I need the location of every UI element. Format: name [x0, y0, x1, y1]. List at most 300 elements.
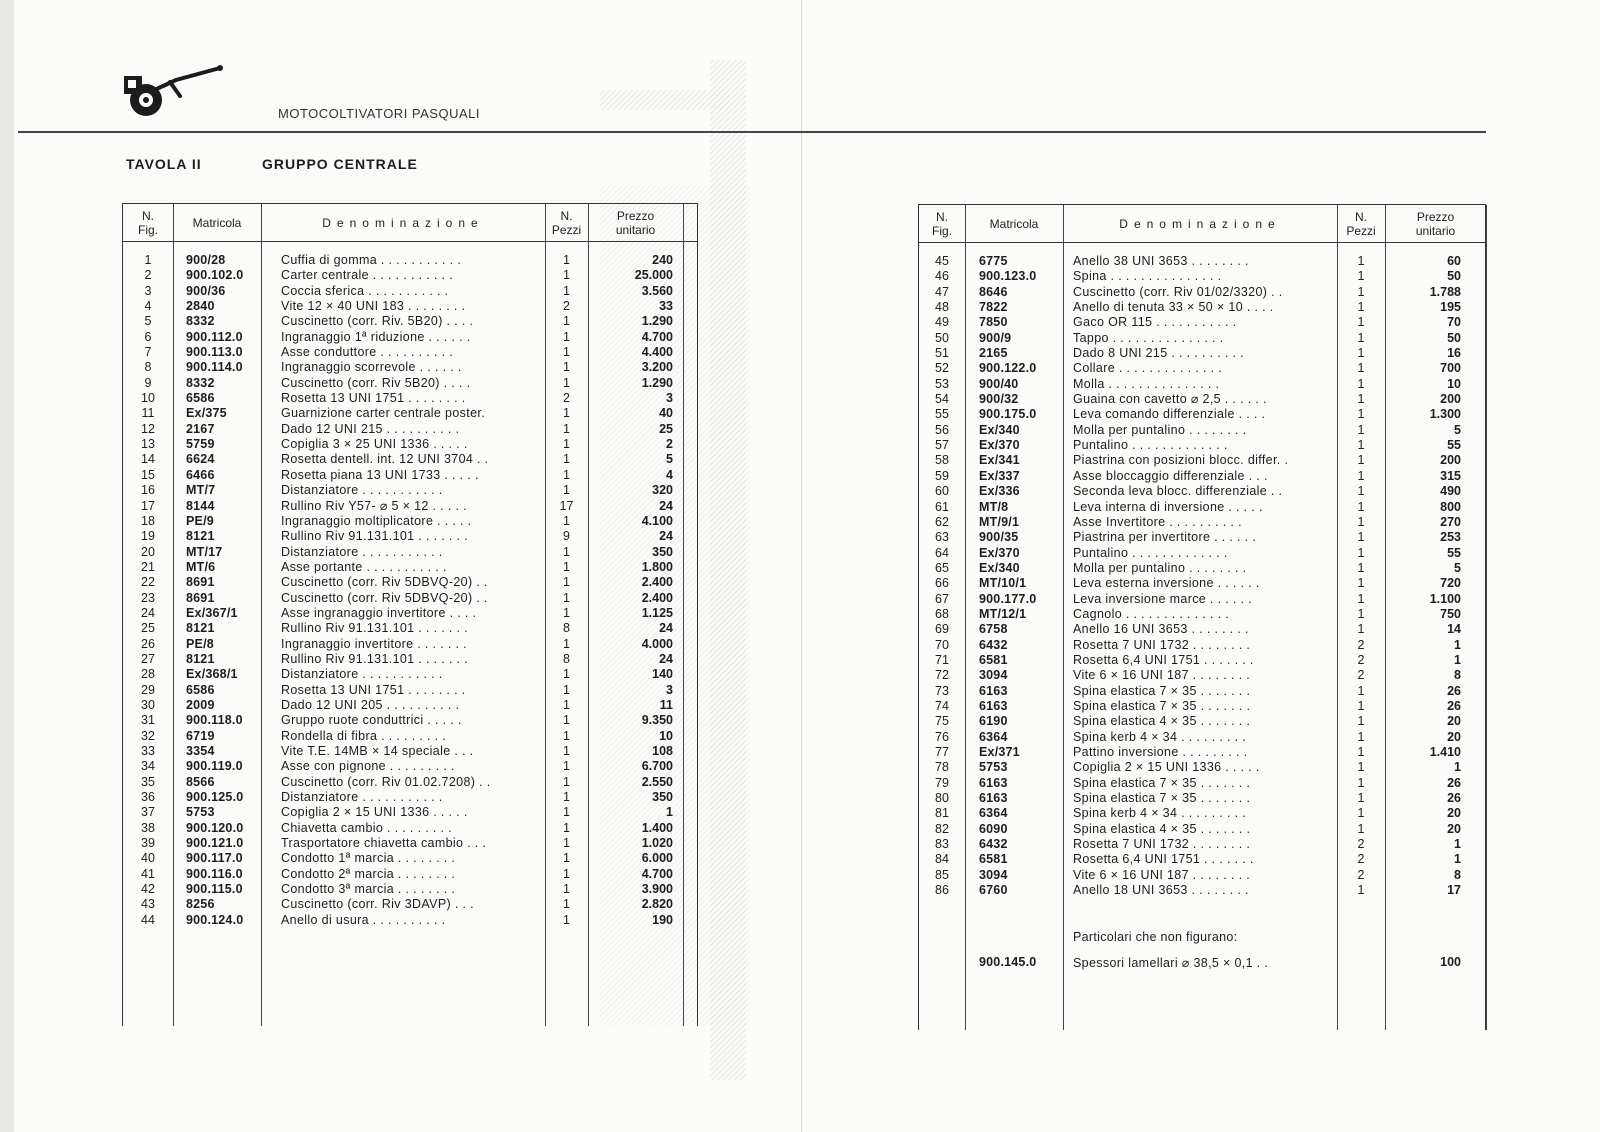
fig-cell: 45 — [935, 254, 949, 268]
denominazione-cell: Spina elastica 7 × 35 . . . . . . . — [1073, 791, 1251, 806]
price-cell: 5 — [666, 452, 673, 467]
price-cell: 24 — [659, 498, 673, 513]
denominazione-cell: Ingranaggio 1ª riduzione . . . . . . — [281, 329, 471, 344]
header-matricola: Matricola — [989, 216, 1039, 231]
fig-cell: 64 — [935, 545, 949, 560]
pezzi-cell: 1 — [1357, 269, 1365, 284]
matricola-cell: Ex/371 — [979, 745, 1020, 759]
pezzi-cell: 1 — [563, 882, 570, 897]
pezzi-cell: 1 — [1357, 330, 1365, 345]
denominazione-cell: Cuffia di gomma . . . . . . . . . . . — [281, 253, 462, 267]
pezzi-cell: 1 — [1357, 499, 1365, 514]
price-cell: 9.350 — [641, 713, 673, 728]
fig-cell: 15 — [141, 467, 155, 482]
table-row — [919, 285, 1485, 300]
table-row — [123, 851, 697, 866]
pezzi-cell: 1 — [1357, 254, 1365, 268]
matricola-cell: 6364 — [979, 729, 1008, 744]
fig-cell: 53 — [935, 376, 949, 391]
matricola-cell: 6586 — [186, 682, 215, 697]
pezzi-cell: 1 — [1357, 698, 1365, 713]
price-cell: 50 — [1447, 330, 1461, 345]
table-row — [919, 806, 1485, 821]
price-cell: 25 — [659, 421, 673, 436]
fig-cell: 57 — [935, 438, 949, 453]
price-cell: 8 — [1454, 867, 1461, 882]
price-cell: 10 — [659, 728, 673, 743]
table-row — [123, 268, 697, 283]
price-cell: 4.100 — [641, 513, 673, 528]
price-cell: 2 — [666, 437, 673, 452]
pezzi-cell: 8 — [563, 621, 570, 636]
pezzi-cell: 1 — [1357, 407, 1365, 422]
pezzi-cell: 1 — [1357, 300, 1365, 315]
table-row — [123, 299, 697, 314]
table-row — [919, 300, 1485, 315]
pezzi-cell: 1 — [563, 682, 570, 697]
table-row — [123, 790, 697, 805]
matricola-cell: 900.117.0 — [186, 851, 243, 866]
matricola-cell: 900/36 — [186, 283, 226, 298]
fig-cell: 68 — [935, 606, 949, 621]
table-row — [919, 453, 1485, 468]
header-prezzo: Prezzo unitario — [615, 208, 656, 237]
matricola-cell: 8256 — [186, 897, 215, 912]
table-row — [123, 897, 697, 912]
table-row — [919, 438, 1485, 453]
fig-cell: 67 — [935, 591, 949, 606]
price-cell: 26 — [1447, 775, 1461, 790]
fig-cell: 49 — [935, 315, 949, 330]
price-cell: 1 — [1454, 852, 1461, 867]
denominazione-cell: Rosetta 13 UNI 1751 . . . . . . . . — [281, 682, 466, 697]
fig-cell: 58 — [935, 453, 949, 468]
table-row — [919, 254, 1485, 269]
denominazione-cell: Spina elastica 7 × 35 . . . . . . . — [1073, 683, 1251, 698]
pezzi-cell: 1 — [1357, 315, 1365, 330]
matricola-cell: Ex/370 — [979, 545, 1020, 560]
denominazione-cell: Spessori lamellari ⌀ 38,5 × 0,1 . . — [1073, 956, 1269, 970]
denominazione-cell: Gaco OR 115 . . . . . . . . . . . — [1073, 315, 1237, 330]
matricola-cell: Ex/375 — [186, 406, 227, 421]
fig-cell: 41 — [141, 866, 155, 881]
matricola-cell: MT/17 — [186, 544, 223, 559]
matricola-cell: 900.102.0 — [186, 268, 244, 283]
denominazione-cell: Rullino Riv 91.131.101 . . . . . . . — [281, 651, 468, 666]
matricola-cell: 6163 — [979, 775, 1008, 790]
price-cell: 25.000 — [634, 268, 673, 283]
price-cell: 270 — [1440, 514, 1461, 529]
fig-cell: 33 — [141, 744, 155, 758]
table-row — [123, 606, 697, 621]
denominazione-cell: Condotto 3ª marcia . . . . . . . . — [281, 882, 456, 897]
pezzi-cell: 1 — [563, 590, 570, 605]
denominazione-cell: Rosetta 7 UNI 1732 . . . . . . . . — [1073, 837, 1251, 852]
denominazione-cell: Rosetta 13 UNI 1751 . . . . . . . . — [281, 391, 466, 406]
matricola-cell: 7850 — [979, 315, 1008, 330]
fig-cell: 86 — [935, 883, 949, 898]
matricola-cell: 900.177.0 — [979, 591, 1037, 606]
matricola-cell: 6090 — [979, 821, 1008, 836]
table-row — [919, 392, 1485, 407]
matricola-cell: Ex/367/1 — [186, 605, 238, 620]
matricola-cell: 6190 — [979, 714, 1008, 729]
pezzi-cell: 1 — [1357, 683, 1365, 698]
price-cell: 100 — [1440, 955, 1461, 969]
fig-cell: 76 — [935, 729, 949, 744]
parts-table-left — [122, 203, 698, 1026]
denominazione-cell: Anello 18 UNI 3653 . . . . . . . . — [1073, 883, 1249, 898]
price-cell: 1.290 — [641, 375, 673, 390]
pezzi-cell: 1 — [563, 759, 570, 774]
price-cell: 33 — [659, 299, 673, 314]
matricola-cell: 8566 — [186, 774, 215, 789]
matricola-cell: 900/28 — [186, 253, 226, 267]
table-row — [123, 759, 697, 774]
matricola-cell: 5759 — [186, 437, 215, 452]
table-row — [919, 546, 1485, 561]
matricola-cell: 900.124.0 — [186, 912, 244, 927]
denominazione-cell: Carter centrale . . . . . . . . . . . — [281, 268, 454, 283]
group-title: GRUPPO CENTRALE — [262, 156, 418, 172]
denominazione-cell: Dado 12 UNI 215 . . . . . . . . . . — [281, 421, 460, 436]
fig-cell: 17 — [141, 498, 155, 513]
table-row — [123, 575, 697, 590]
denominazione-cell: Ingranaggio scorrevole . . . . . . — [281, 360, 462, 375]
fig-cell: 51 — [935, 346, 949, 361]
matricola-cell: 3094 — [979, 867, 1008, 882]
fig-cell: 79 — [935, 775, 949, 790]
price-cell: 1.300 — [1429, 407, 1461, 422]
table-row — [919, 745, 1485, 760]
pezzi-cell: 2 — [1357, 637, 1365, 652]
price-cell: 1.788 — [1429, 284, 1461, 299]
matricola-cell: 8332 — [186, 375, 215, 390]
matricola-cell: 900.116.0 — [186, 866, 243, 881]
pezzi-cell: 1 — [563, 851, 570, 866]
matricola-cell: 6775 — [979, 254, 1008, 268]
table-row — [919, 684, 1485, 699]
matricola-cell: Ex/337 — [979, 468, 1020, 483]
matricola-cell: Ex/341 — [979, 453, 1020, 468]
fig-cell: 78 — [935, 760, 949, 775]
plate-number: TAVOLA II — [126, 156, 202, 172]
pezzi-cell: 1 — [563, 483, 570, 498]
denominazione-cell: Vite 12 × 40 UNI 183 . . . . . . . . — [281, 299, 466, 314]
matricola-cell: 6758 — [979, 622, 1008, 637]
table-row — [123, 437, 697, 452]
matricola-cell: 8144 — [186, 498, 215, 513]
denominazione-cell: Distanziatore . . . . . . . . . . . — [281, 544, 443, 559]
table-row — [919, 377, 1485, 392]
price-cell: 11 — [659, 697, 673, 712]
pezzi-cell: 1 — [563, 345, 570, 360]
matricola-cell: 6466 — [186, 467, 215, 482]
fig-cell: 13 — [141, 437, 155, 452]
fig-cell: 25 — [141, 621, 155, 636]
pezzi-cell: 1 — [563, 697, 570, 712]
denominazione-cell: Gruppo ruote conduttrici . . . . . — [281, 713, 462, 728]
table-row — [123, 637, 697, 652]
price-cell: 1.020 — [641, 836, 673, 851]
denominazione-cell: Condotto 1ª marcia . . . . . . . . — [281, 851, 456, 866]
fig-cell: 54 — [935, 392, 949, 407]
table-row — [123, 529, 697, 544]
price-cell: 350 — [652, 544, 673, 559]
price-cell: 50 — [1447, 269, 1461, 284]
fig-cell: 30 — [141, 697, 155, 712]
fig-cell: 72 — [935, 668, 949, 683]
table-row — [919, 561, 1485, 576]
denominazione-cell: Cuscinetto (corr. Riv 5DBVQ-20) . . — [281, 575, 488, 590]
pezzi-cell: 1 — [563, 268, 570, 283]
denominazione-cell: Spina kerb 4 × 34 . . . . . . . . . — [1073, 806, 1247, 821]
table-row — [919, 791, 1485, 806]
matricola-cell: 6581 — [979, 652, 1008, 667]
header-prezzo: Prezzo unitario — [1415, 209, 1456, 238]
pezzi-cell: 8 — [563, 651, 570, 666]
page-spine — [801, 0, 802, 1132]
denominazione-cell: Leva inversione marce . . . . . . — [1073, 591, 1252, 606]
matricola-cell: 900.125.0 — [186, 790, 244, 805]
denominazione-cell: Seconda leva blocc. differenziale . . — [1073, 484, 1283, 499]
denominazione-cell: Rosetta 6,4 UNI 1751 . . . . . . . — [1073, 652, 1254, 667]
denominazione-cell: Cuscinetto (corr. Riv. 5B20) . . . . — [281, 314, 474, 329]
header-pezzi: N. Pezzi — [551, 208, 582, 237]
matricola-cell: MT/7 — [186, 483, 216, 498]
matricola-cell: 8691 — [186, 575, 215, 590]
pezzi-cell: 1 — [563, 575, 570, 590]
price-cell: 4.400 — [641, 345, 673, 360]
table-row — [919, 822, 1485, 837]
denominazione-cell: Chiavetta cambio . . . . . . . . . — [281, 820, 452, 835]
denominazione-cell: Asse con pignone . . . . . . . . . — [281, 759, 455, 774]
matricola-cell: 6432 — [979, 637, 1008, 652]
price-cell: 14 — [1447, 622, 1461, 637]
table-row — [919, 607, 1485, 622]
price-cell: 3.560 — [641, 283, 673, 298]
fig-cell: 14 — [141, 452, 155, 467]
pezzi-cell: 1 — [1357, 545, 1365, 560]
fig-cell: 47 — [935, 284, 949, 299]
fig-cell: 56 — [935, 422, 949, 437]
table-row — [123, 667, 697, 682]
denominazione-cell: Puntalino . . . . . . . . . . . . . — [1073, 438, 1228, 453]
pezzi-cell: 1 — [563, 467, 570, 482]
fig-cell: 39 — [141, 836, 155, 851]
table-row — [123, 483, 697, 498]
price-cell: 700 — [1440, 361, 1461, 376]
matricola-cell: 6364 — [979, 806, 1008, 821]
price-cell: 2.400 — [641, 575, 673, 590]
column-divider — [1486, 205, 1487, 1030]
matricola-cell: PE/8 — [186, 636, 214, 651]
fig-cell: 82 — [935, 821, 949, 836]
pezzi-cell: 1 — [1357, 760, 1365, 775]
pezzi-cell: 1 — [1357, 576, 1365, 591]
denominazione-cell: Rosetta 6,4 UNI 1751 . . . . . . . — [1073, 852, 1254, 867]
matricola-cell: 8121 — [186, 651, 215, 666]
table-row — [123, 652, 697, 667]
pezzi-cell: 2 — [1357, 852, 1365, 867]
header-fig: N. Fig. — [931, 209, 952, 238]
pezzi-cell: 1 — [563, 912, 570, 927]
table-row — [123, 621, 697, 636]
matricola-cell: Ex/336 — [979, 484, 1020, 499]
fig-cell: 35 — [141, 774, 155, 789]
header-pezzi: N. Pezzi — [1346, 209, 1376, 238]
table-row — [919, 760, 1485, 775]
fig-cell: 84 — [935, 852, 949, 867]
matricola-cell: 8332 — [186, 314, 215, 329]
price-cell: 6.000 — [641, 851, 673, 866]
pezzi-cell: 1 — [563, 866, 570, 881]
fig-cell: 34 — [141, 759, 155, 774]
denominazione-cell: Puntalino . . . . . . . . . . . . . — [1073, 545, 1228, 560]
denominazione-cell: Ingranaggio invertitore . . . . . . . — [281, 636, 467, 651]
fig-cell: 60 — [935, 484, 949, 499]
table-row — [919, 361, 1485, 376]
header-underline — [919, 242, 1485, 243]
price-cell: 26 — [1447, 698, 1461, 713]
pezzi-cell: 1 — [563, 421, 570, 436]
price-cell: 315 — [1440, 468, 1461, 483]
pezzi-cell: 1 — [1357, 560, 1365, 575]
price-cell: 20 — [1447, 714, 1461, 729]
denominazione-cell: Copiglia 2 × 15 UNI 1336 . . . . . — [281, 805, 468, 820]
denominazione-cell: Spina elastica 7 × 35 . . . . . . . — [1073, 775, 1251, 790]
fig-cell: 29 — [141, 682, 155, 697]
pezzi-cell: 1 — [1357, 530, 1365, 545]
price-cell: 3 — [666, 682, 673, 697]
table-row — [123, 698, 697, 713]
price-cell: 40 — [659, 406, 673, 421]
price-cell: 55 — [1447, 545, 1461, 560]
price-cell: 320 — [652, 483, 673, 498]
table-row — [123, 744, 697, 759]
table-row — [919, 269, 1485, 284]
matricola-cell: 8691 — [186, 590, 215, 605]
table-row — [919, 484, 1485, 499]
matricola-cell: 8646 — [979, 284, 1008, 299]
price-cell: 20 — [1447, 729, 1461, 744]
price-cell: 1 — [1454, 637, 1461, 652]
pezzi-cell: 2 — [1357, 837, 1365, 852]
denominazione-cell: Ingranaggio moltiplicatore . . . . . — [281, 513, 472, 528]
matricola-cell: 6432 — [979, 837, 1008, 852]
matricola-cell: Ex/340 — [979, 422, 1020, 437]
denominazione-cell: Rosetta piana 13 UNI 1733 . . . . . — [281, 467, 479, 482]
matricola-cell: 6719 — [186, 728, 215, 743]
price-cell: 800 — [1440, 499, 1461, 514]
matricola-cell: 6163 — [979, 683, 1008, 698]
matricola-cell: 900.118.0 — [186, 713, 243, 728]
matricola-cell: MT/9/1 — [979, 514, 1020, 529]
fig-cell: 9 — [144, 375, 152, 390]
fig-cell: 69 — [935, 622, 949, 637]
matricola-cell: 3094 — [979, 668, 1008, 683]
matricola-cell: 900.115.0 — [186, 882, 243, 897]
fig-cell: 52 — [935, 361, 949, 376]
matricola-cell: 7822 — [979, 300, 1008, 315]
fig-cell: 11 — [141, 406, 155, 421]
fig-cell: 42 — [141, 882, 155, 897]
pezzi-cell: 1 — [1357, 284, 1365, 299]
matricola-cell: MT/6 — [186, 559, 216, 574]
fig-cell: 85 — [935, 867, 949, 882]
pezzi-cell: 1 — [1357, 484, 1365, 499]
denominazione-cell: Molla per puntalino . . . . . . . . — [1073, 422, 1247, 437]
fig-cell: 36 — [141, 790, 155, 805]
table-row — [123, 560, 697, 575]
denominazione-cell: Rullino Riv 91.131.101 . . . . . . . — [281, 529, 468, 544]
pezzi-cell: 1 — [1357, 745, 1365, 759]
price-cell: 4 — [666, 467, 673, 482]
price-cell: 4.700 — [641, 866, 673, 881]
table-row — [919, 852, 1485, 867]
matricola-cell: 2165 — [979, 346, 1008, 361]
denominazione-cell: Coccia sferica . . . . . . . . . . . — [281, 283, 449, 298]
fig-cell: 73 — [935, 683, 949, 698]
fig-cell: 75 — [935, 714, 949, 729]
table-row — [919, 530, 1485, 545]
fig-cell: 6 — [144, 329, 152, 344]
price-cell: 26 — [1447, 683, 1461, 698]
table-row — [123, 345, 697, 360]
price-cell: 195 — [1440, 300, 1461, 315]
table-row — [919, 407, 1485, 422]
pezzi-cell: 2 — [563, 299, 570, 314]
price-cell: 17 — [1447, 883, 1461, 898]
pezzi-cell: 2 — [563, 391, 570, 406]
table-row — [919, 776, 1485, 791]
header-rule — [18, 131, 1486, 133]
matricola-cell: 900/9 — [979, 330, 1012, 345]
denominazione-cell: Vite 6 × 16 UNI 187 . . . . . . . . — [1073, 867, 1251, 882]
denominazione-cell: Molla per puntalino . . . . . . . . — [1073, 560, 1247, 575]
fig-cell: 44 — [141, 912, 155, 927]
header-underline — [123, 241, 697, 242]
fig-cell: 18 — [141, 513, 155, 528]
pezzi-cell: 1 — [563, 513, 570, 528]
fig-cell: 81 — [935, 806, 949, 821]
matricola-cell: Ex/368/1 — [186, 667, 238, 682]
price-cell: 4.700 — [641, 329, 673, 344]
fig-cell: 7 — [144, 345, 152, 360]
price-cell: 2.550 — [641, 774, 673, 789]
pezzi-cell: 1 — [563, 667, 570, 682]
fig-cell: 38 — [141, 820, 155, 835]
fig-cell: 24 — [141, 605, 155, 620]
table-row — [123, 360, 697, 375]
denominazione-cell: Dado 8 UNI 215 . . . . . . . . . . — [1073, 346, 1244, 361]
pezzi-cell: 9 — [563, 529, 570, 544]
fig-cell: 37 — [141, 805, 155, 820]
fig-cell: 71 — [935, 652, 949, 667]
table-row — [919, 868, 1485, 883]
matricola-cell: 900.120.0 — [186, 820, 244, 835]
pezzi-cell: 1 — [563, 375, 570, 390]
denominazione-cell: Rullino Riv 91.131.101 . . . . . . . — [281, 621, 468, 636]
table-row — [123, 330, 697, 345]
price-cell: 1.400 — [641, 820, 673, 835]
denominazione-cell: Cuscinetto (corr. Riv 3DAVP) . . . — [281, 897, 474, 912]
fig-cell: 22 — [141, 575, 155, 590]
matricola-cell: 900.112.0 — [186, 329, 243, 344]
pezzi-cell: 1 — [563, 713, 570, 728]
price-cell: 108 — [652, 744, 673, 758]
fig-cell: 59 — [935, 468, 949, 483]
